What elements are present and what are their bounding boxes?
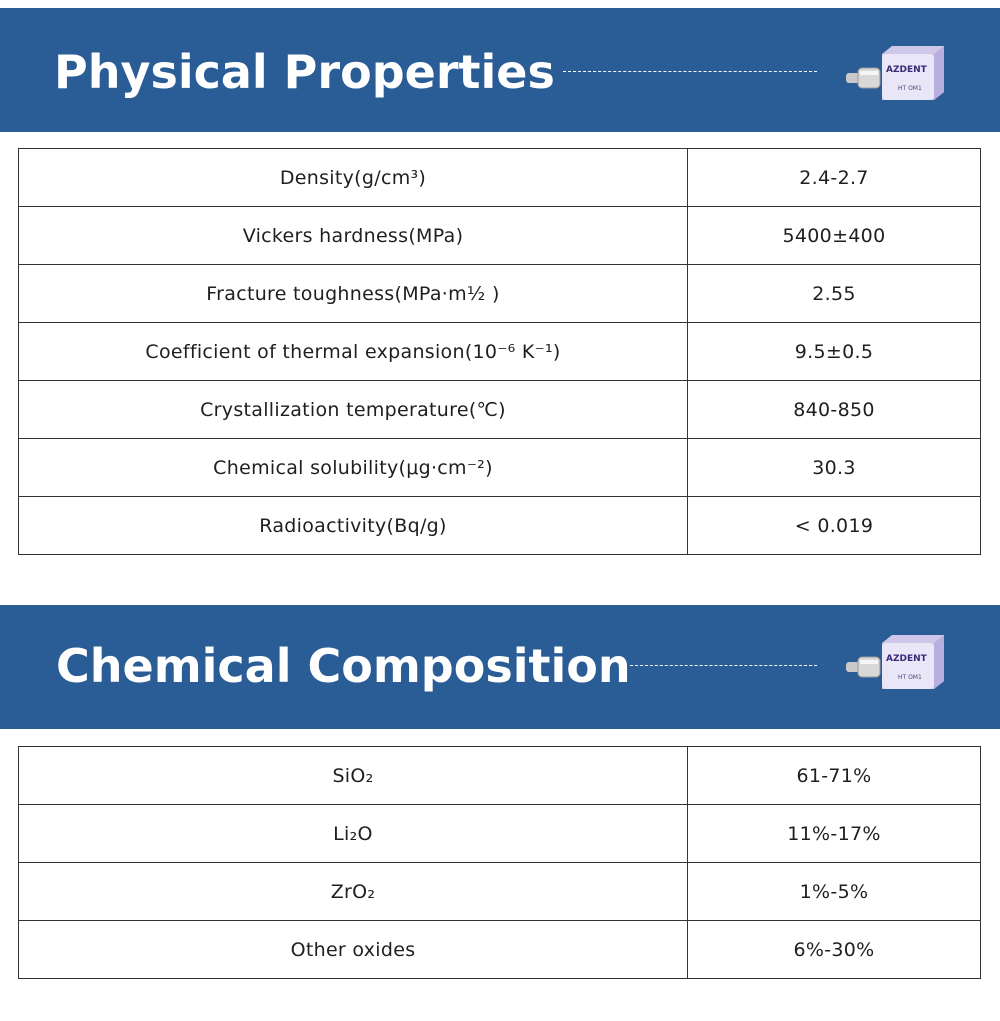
physical-properties-table	[18, 148, 981, 555]
table-row	[19, 439, 981, 497]
property-value: 2.55	[688, 265, 981, 323]
table-row	[19, 805, 981, 863]
property-name: Radioactivity(Bq/g)	[19, 497, 688, 555]
component-value: 6%-30%	[688, 921, 981, 979]
svg-text:AZDENT: AZDENT	[886, 65, 927, 75]
section-title: Chemical Composition	[56, 639, 631, 693]
component-value: 11%-17%	[688, 805, 981, 863]
table-row	[19, 497, 981, 555]
component-name: ZrO₂	[19, 863, 688, 921]
table-row	[19, 921, 981, 979]
component-name: SiO₂	[19, 747, 688, 805]
property-value: 840-850	[688, 381, 981, 439]
property-name: Chemical solubility(μg·cm⁻²)	[19, 439, 688, 497]
property-value: 2.4-2.7	[688, 149, 981, 207]
component-name: Li₂O	[19, 805, 688, 863]
property-value: 9.5±0.5	[688, 323, 981, 381]
dashed-divider	[630, 665, 817, 666]
property-name: Coefficient of thermal expansion(10⁻⁶ K⁻¹)	[19, 323, 688, 381]
property-value: < 0.019	[688, 497, 981, 555]
component-name: Other oxides	[19, 921, 688, 979]
table-row	[19, 265, 981, 323]
svg-text:AZDENT: AZDENT	[886, 654, 927, 664]
chemical-composition-banner	[0, 605, 1000, 729]
section-title: Physical Properties	[54, 45, 555, 99]
ceramic-block-icon	[846, 635, 944, 697]
physical-properties-banner	[0, 8, 1000, 132]
table-row	[19, 747, 981, 805]
table-row	[19, 381, 981, 439]
property-value: 30.3	[688, 439, 981, 497]
component-value: 61-71%	[688, 747, 981, 805]
property-name: Density(g/cm³)	[19, 149, 688, 207]
ceramic-block-icon	[846, 46, 944, 108]
property-name: Crystallization temperature(℃)	[19, 381, 688, 439]
property-value: 5400±400	[688, 207, 981, 265]
svg-text:HT OM1: HT OM1	[898, 85, 922, 92]
dashed-divider	[563, 71, 817, 72]
component-value: 1%-5%	[688, 863, 981, 921]
property-name: Vickers hardness(MPa)	[19, 207, 688, 265]
table-row	[19, 323, 981, 381]
svg-text:HT OM1: HT OM1	[898, 674, 922, 681]
table-row	[19, 863, 981, 921]
table-row	[19, 207, 981, 265]
table-row	[19, 149, 981, 207]
property-name: Fracture toughness(MPa·m½ )	[19, 265, 688, 323]
chemical-composition-table	[18, 746, 981, 979]
